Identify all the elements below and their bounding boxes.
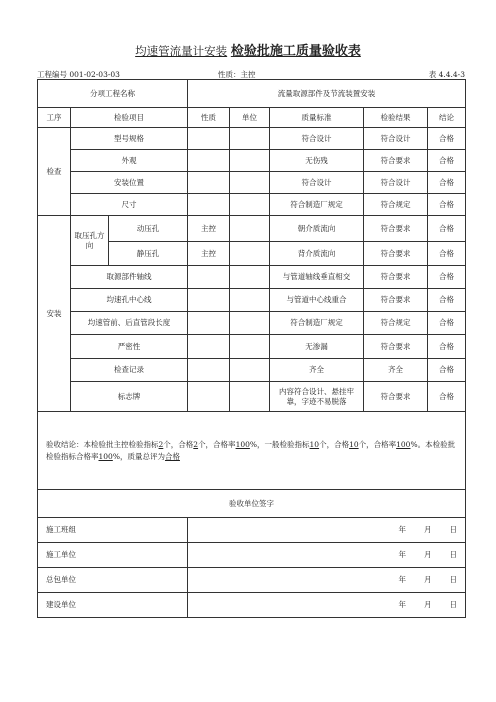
item-cell: 标志牌 — [71, 382, 188, 412]
nature-cell — [188, 194, 230, 216]
result-cell: 符合规定 — [364, 194, 428, 216]
sign-date: 年 月 日 — [188, 568, 466, 593]
quality-grade: 合格 — [164, 451, 180, 461]
title-part2: 检验批施工质量验收表 — [230, 44, 361, 59]
standard-cell: 内容符合设计、悬挂牢靠，字迹不易脱落 — [270, 382, 364, 412]
sign-date: 年 月 日 — [188, 518, 466, 543]
unit-cell — [230, 150, 270, 172]
sign-unit-label: 总包单位 — [38, 568, 188, 593]
standard-cell: 无伤残 — [270, 150, 364, 172]
standard-cell: 齐全 — [270, 359, 364, 382]
sign-title-row — [38, 490, 466, 518]
page-title — [0, 40, 496, 59]
conclusion-cell: 合格 — [428, 242, 466, 266]
sign-row — [38, 543, 466, 568]
group-label: 取压孔方向 — [71, 216, 109, 266]
table-number: 表 4.4.4-3 — [428, 70, 465, 79]
standard-cell: 符合制造厂规定 — [270, 194, 364, 216]
item-cell: 型号规格 — [71, 128, 188, 150]
unit-cell — [230, 194, 270, 216]
col-conclusion: 结论 — [428, 108, 466, 128]
item-cell: 外观 — [71, 150, 188, 172]
conclusion-cell: 合格 — [428, 128, 466, 150]
conclusion-cell: 合格 — [428, 216, 466, 242]
result-cell: 符合要求 — [364, 382, 428, 412]
nature-cell — [188, 312, 230, 335]
table-row — [38, 266, 466, 289]
table-row — [38, 359, 466, 382]
total-rate: 100 — [98, 451, 113, 461]
result-cell: 齐全 — [364, 359, 428, 382]
sign-date: 年 月 日 — [188, 593, 466, 618]
conclusion-cell: 合格 — [428, 172, 466, 194]
sub-project-value: 流量取源部件及节流装置安装 — [188, 80, 466, 108]
general-rate: 100 — [396, 439, 411, 449]
item-cell: 均速孔中心线 — [71, 289, 188, 312]
sign-title: 验收单位签字 — [38, 490, 466, 518]
conclusion-cell: 合格 — [428, 289, 466, 312]
nature-cell — [188, 382, 230, 412]
sign-unit-label: 施工单位 — [38, 543, 188, 568]
sign-row — [38, 593, 466, 618]
item-cell: 均速管前、后直管段长度 — [71, 312, 188, 335]
conclusion-cell: 合格 — [428, 335, 466, 359]
unit-cell — [230, 382, 270, 412]
conclusion-cell: 合格 — [428, 312, 466, 335]
result-cell: 符合要求 — [364, 242, 428, 266]
column-header-row — [38, 108, 466, 128]
check-section-label: 检查 — [38, 128, 71, 216]
item-cell: 尺寸 — [71, 194, 188, 216]
result-cell: 符合要求 — [364, 150, 428, 172]
conclusion-cell: 合格 — [428, 150, 466, 172]
standard-cell: 符合设计 — [270, 172, 364, 194]
result-cell: 符合要求 — [364, 216, 428, 242]
nature-cell — [188, 150, 230, 172]
unit-cell — [230, 335, 270, 359]
nature-cell — [188, 359, 230, 382]
item-cell: 安装位置 — [71, 172, 188, 194]
item-cell: 取源部件轴线 — [71, 266, 188, 289]
col-standard: 质量标准 — [270, 108, 364, 128]
standard-cell: 与管道轴线垂直相交 — [270, 266, 364, 289]
unit-cell — [230, 266, 270, 289]
acceptance-conclusion: 验收结论：本检验批主控检验指标2个，合格2个，合格率100%，一般检验指标10个，合格10个，合格率100%。本检验批检验指标合格率100%，质量总评为合格 — [38, 412, 466, 490]
conclusion-cell: 合格 — [428, 266, 466, 289]
conclusion-cell: 合格 — [428, 359, 466, 382]
unit-cell — [230, 289, 270, 312]
nature-cell: 主控 — [188, 242, 230, 266]
table-row — [38, 289, 466, 312]
nature-label: 性质：主控 — [218, 70, 256, 79]
project-number: 工程编号 001-02-03-03 — [37, 70, 120, 79]
conclusion-cell: 合格 — [428, 382, 466, 412]
result-cell: 符合设计 — [364, 172, 428, 194]
standard-cell: 背介质流向 — [270, 242, 364, 266]
standard-cell: 符合制造厂规定 — [270, 312, 364, 335]
nature-cell: 主控 — [188, 216, 230, 242]
table-row — [38, 335, 466, 359]
main-pass: 2 — [193, 439, 199, 449]
result-cell: 符合要求 — [364, 289, 428, 312]
main-count: 2 — [158, 439, 164, 449]
main-rate: 100 — [235, 439, 250, 449]
sign-row — [38, 518, 466, 543]
table-row — [38, 194, 466, 216]
sign-date: 年 月 日 — [188, 543, 466, 568]
conclusion-cell: 合格 — [428, 194, 466, 216]
standard-cell: 符合设计 — [270, 128, 364, 150]
unit-cell — [230, 216, 270, 242]
nature-cell — [188, 172, 230, 194]
result-cell: 符合要求 — [364, 335, 428, 359]
col-process: 工序 — [38, 108, 71, 128]
result-cell: 符合要求 — [364, 266, 428, 289]
sign-row — [38, 568, 466, 593]
sign-unit-label: 施工班组 — [38, 518, 188, 543]
nature-cell — [188, 289, 230, 312]
standard-cell: 与管道中心线重合 — [270, 289, 364, 312]
inspection-table — [37, 79, 466, 618]
unit-cell — [230, 128, 270, 150]
item-cell: 检查记录 — [71, 359, 188, 382]
unit-cell — [230, 172, 270, 194]
sub-project-row — [38, 80, 466, 108]
unit-cell — [230, 359, 270, 382]
table-row — [38, 382, 466, 412]
install-section-label: 安装 — [38, 216, 71, 412]
standard-cell: 无渗漏 — [270, 335, 364, 359]
item-cell: 动压孔 — [109, 216, 188, 242]
table-row — [38, 216, 466, 242]
table-row — [38, 128, 466, 150]
table-row — [38, 312, 466, 335]
col-nature: 性质 — [188, 108, 230, 128]
sub-project-label: 分项工程名称 — [38, 80, 188, 108]
item-cell: 静压孔 — [109, 242, 188, 266]
conclusion-row — [38, 412, 466, 490]
unit-cell — [230, 242, 270, 266]
table-row — [38, 150, 466, 172]
nature-cell — [188, 335, 230, 359]
result-cell: 符合规定 — [364, 312, 428, 335]
col-item: 检验项目 — [71, 108, 188, 128]
general-count: 10 — [309, 439, 320, 449]
title-part1: 均速管流量计安装 — [135, 44, 228, 58]
unit-cell — [230, 312, 270, 335]
result-cell: 符合设计 — [364, 128, 428, 150]
sign-unit-label: 建设单位 — [38, 593, 188, 618]
item-cell: 严密性 — [71, 335, 188, 359]
standard-cell: 朝介质流向 — [270, 216, 364, 242]
nature-cell — [188, 266, 230, 289]
col-result: 检验结果 — [364, 108, 428, 128]
general-pass: 10 — [349, 439, 359, 449]
nature-cell — [188, 128, 230, 150]
col-unit: 单位 — [230, 108, 270, 128]
table-row — [38, 172, 466, 194]
